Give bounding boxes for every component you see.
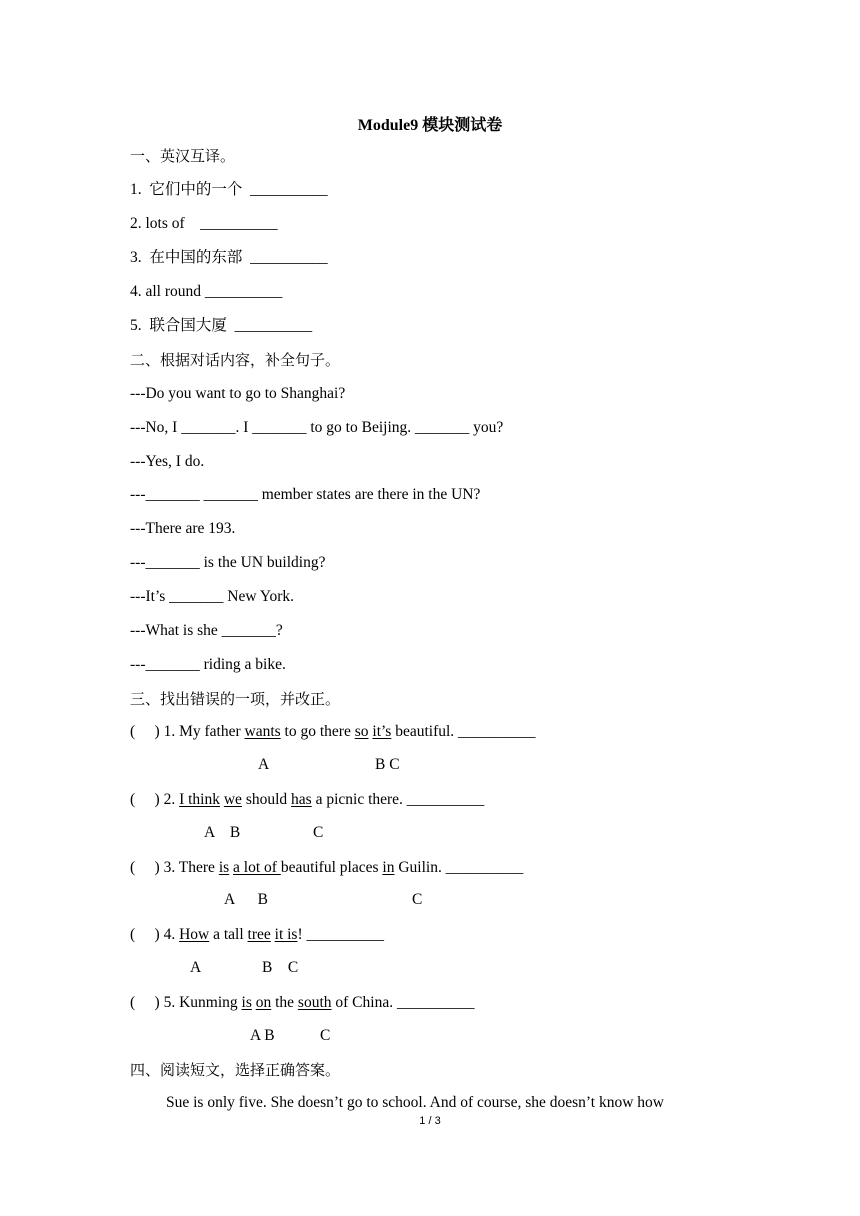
option-a: is [241,994,252,1011]
dialogue-line-8: ---What is she _______? [130,622,283,639]
error-question-1: ( ) 1. My father wants to go there so it’s beautiful. __________ [130,723,536,740]
dialogue-line-3: ---Yes, I do. [130,453,205,470]
dialogue-line-5: ---There are 193. [130,520,236,537]
section4-heading: 四、阅读短文，选择正确答案。 [130,1061,341,1079]
option-c: south [297,994,332,1011]
error-question-2: ( ) 2. I think we should has a picnic there. __________ [130,791,485,808]
section1-item-5: 5. 联合国大厦 __________ [130,317,313,334]
dialogue-line-6: ---_______ is the UN building? [130,554,326,571]
option-b: a lot of [233,859,281,876]
reading-paragraph: Sue is only five. She doesn’t go to school. And of course, she doesn’t know how [166,1094,664,1111]
option-a: wants [244,723,281,740]
option-c: it’s [372,723,392,740]
option-letter-c: C [320,1027,331,1044]
page-title: Module9 模块测试卷 [357,117,503,134]
option-c: in [382,859,395,876]
dialogue-line-2: ---No, I _______. I _______ to go to Beijing. _______ you? [130,419,504,436]
error-question-5: ( ) 5. Kunming is on the south of China. __________ [130,994,475,1011]
option-letters-bc: B C [375,756,400,773]
option-a: I think [179,791,220,808]
dialogue-line-9: ---_______ riding a bike. [130,656,286,673]
option-letter-c: C [313,824,324,841]
section3-heading: 三、找出错误的一项，并改正。 [130,690,341,708]
option-letters-ab: A B [204,824,241,841]
section1-item-3: 3. 在中国的东部 __________ [130,249,328,266]
option-c: has [291,791,312,808]
dialogue-line-4: ---_______ _______ member states are there in the UN? [130,486,481,503]
option-letters-ab: A B [224,891,268,908]
option-letter-c: C [412,891,423,908]
page-number: 1 / 3 [419,1115,441,1127]
option-letter-a: A [258,756,270,773]
option-letters-bc: B C [262,959,299,976]
option-b: tree [247,926,271,943]
section1-item-4: 4. all round __________ [130,283,283,300]
option-b: we [223,791,242,808]
option-letter-a: A [190,959,202,976]
error-question-4: ( ) 4. How a tall tree it is! __________ [130,926,385,943]
option-b: on [255,994,272,1011]
option-c: it is [274,926,298,943]
dialogue-line-1: ---Do you want to go to Shanghai? [130,385,346,402]
section1-heading: 一、英汉互译。 [130,147,236,165]
section2-heading: 二、根据对话内容，补全句子。 [130,351,341,369]
section1-item-2: 2. lots of __________ [130,215,278,232]
option-a: is [218,859,230,876]
option-b: so [354,723,369,740]
option-letters-ab: A B [250,1027,275,1044]
error-question-3: ( ) 3. There is a lot of beautiful places in Guilin. __________ [130,859,524,876]
dialogue-line-7: ---It’s _______ New York. [130,588,295,605]
option-a: How [179,926,210,943]
section1-item-1: 1. 它们中的一个 __________ [130,181,328,198]
